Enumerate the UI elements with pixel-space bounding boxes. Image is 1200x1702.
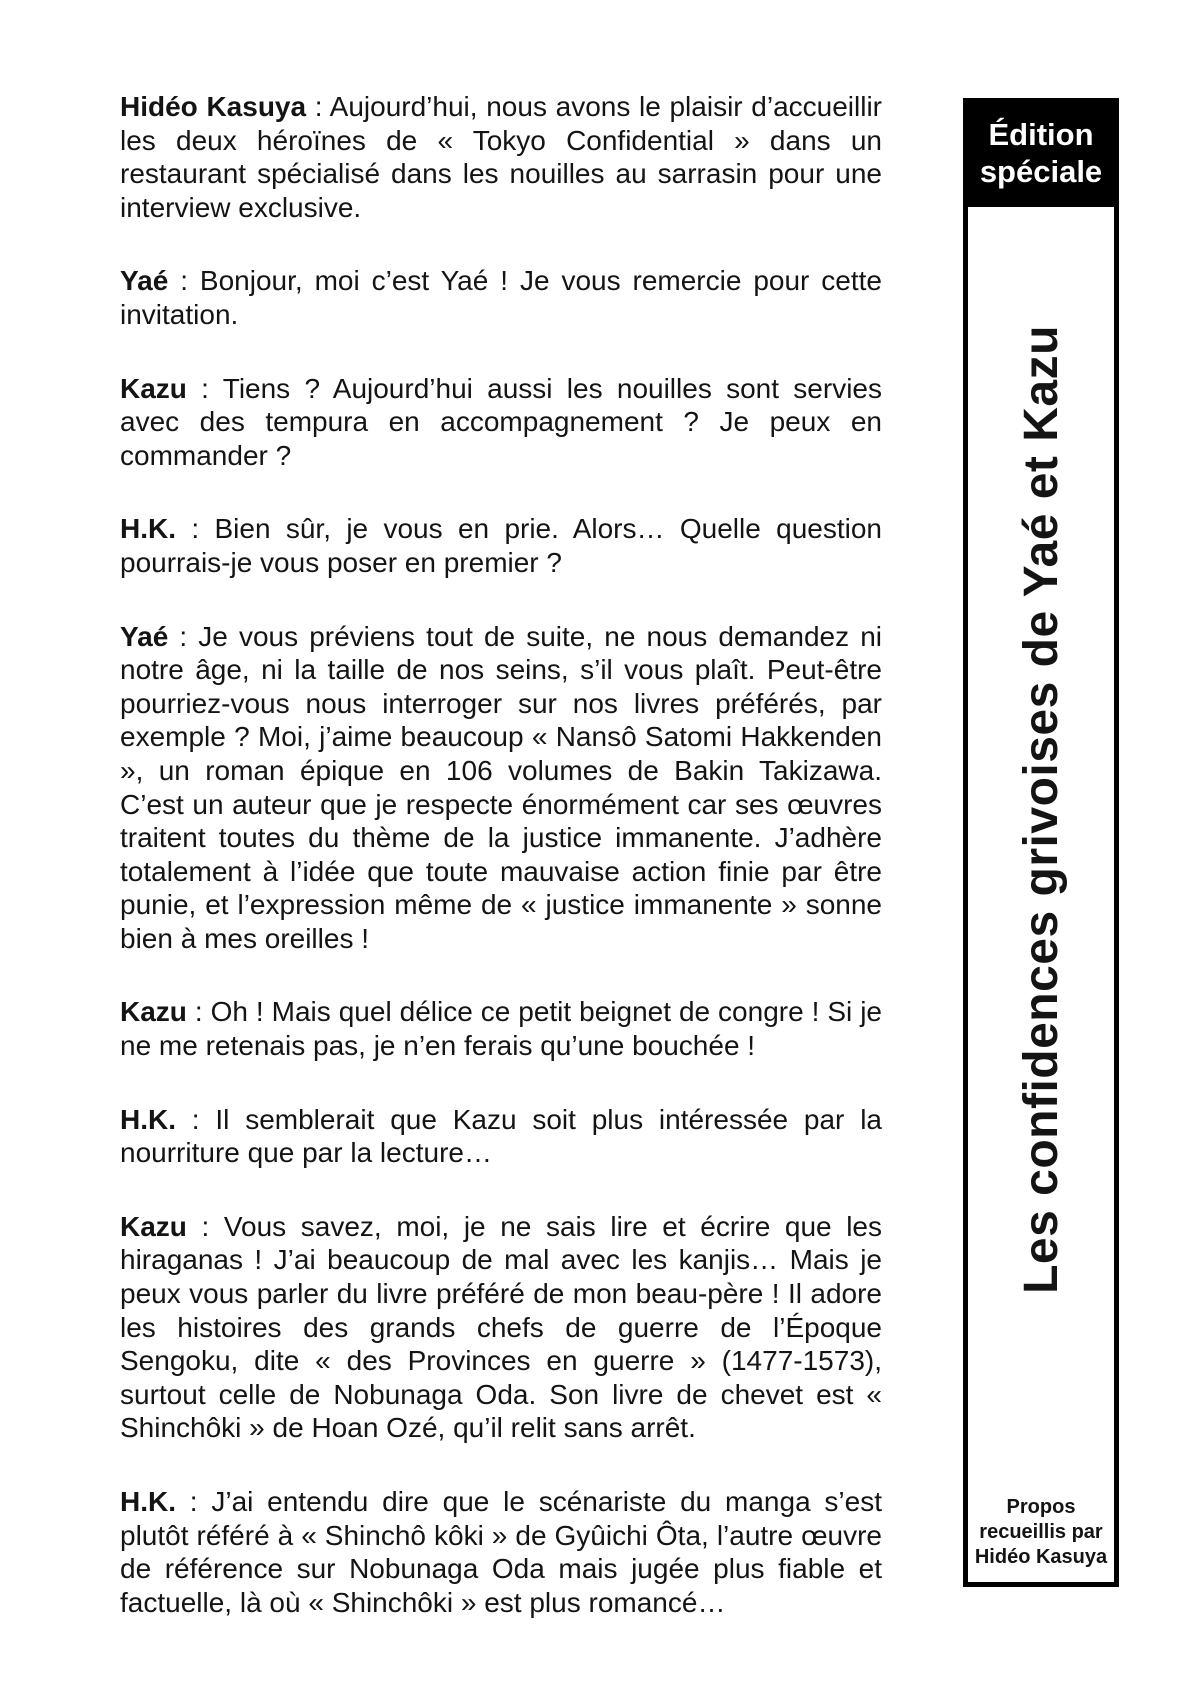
dialogue-paragraph xyxy=(120,264,882,331)
dialogue-paragraph xyxy=(120,1103,882,1170)
dialogue-paragraph xyxy=(120,1485,882,1619)
credit-text: Propos recueillis par Hidéo Kasuya xyxy=(974,1496,1108,1568)
spine-box xyxy=(963,207,1119,1587)
speaker-separator: : xyxy=(176,1486,212,1517)
dialogue-paragraph xyxy=(120,620,882,956)
speaker-separator: : xyxy=(168,265,200,297)
speaker-name: Yaé xyxy=(120,620,169,652)
dialogue-text: J’ai entendu dire que le scénariste du manga s’est plutôt référé à « Shinchô kôki » de Gyûichi Ôta, l’autre œuvre de référence sur Nobunaga Oda mais jugée plus fiable et factuelle, là où « Shinchôki » est plus romancé… xyxy=(120,1486,883,1618)
speaker-name: H.K. xyxy=(120,1103,176,1135)
speaker-separator: : xyxy=(176,513,215,545)
dialogue-text: Vous savez, moi, je ne sais lire et écrire que les hiraganas ! J’ai beaucoup de mal avec les kanjis… Mais je peux vous parler du livre préféré de mon beau-père ! Il adore les histoires des grands chefs de guerre de l’Époque Sengoku, dite « des Provinces en guerre » (1477-1573), surtout celle de Nobunaga Oda. Son livre de chevet est « Shinchôki » de Hoan Ozé, qu’il relit sans arrêt. xyxy=(120,1210,882,1444)
speaker-name: Yaé xyxy=(120,265,169,297)
spine-title: Les confidences grivoises de Yaé et Kazu xyxy=(1014,325,1068,1294)
interview-dialogue xyxy=(120,90,882,1659)
speaker-separator: : xyxy=(306,91,330,122)
sidebar xyxy=(963,98,1119,1587)
speaker-separator: : xyxy=(186,1210,224,1242)
speaker-name: Hidéo Kasuya xyxy=(120,91,307,122)
speaker-name: H.K. xyxy=(120,513,176,545)
spine-title-area xyxy=(968,207,1114,1412)
dialogue-paragraph xyxy=(120,995,882,1062)
speaker-separator: : xyxy=(186,372,223,404)
dialogue-paragraph xyxy=(120,512,882,579)
speaker-name: Kazu xyxy=(120,372,187,404)
dialogue-text: Aujourd’hui, nous avons le plaisir d’accueillir les deux héroïnes de « Tokyo Confidential » dans un restaurant spécialisé dans les nouilles au sarrasin pour une interview exclusive. xyxy=(120,91,882,223)
dialogue-text: Il semblerait que Kazu soit plus intéressée par la nourriture que par la lecture… xyxy=(120,1103,882,1169)
dialogue-text: Tiens ? Aujourd’hui aussi les nouilles sont servies avec des tempura en accompagnement ? Je peux en commander ? xyxy=(120,372,882,471)
speaker-name: Kazu xyxy=(120,996,187,1028)
speaker-separator: : xyxy=(168,620,199,652)
dialogue-text: Oh ! Mais quel délice ce petit beignet de congre ! Si je ne me retenais pas, je n’en ferais qu’une bouchée ! xyxy=(120,996,883,1062)
edition-badge: Édition spéciale xyxy=(963,98,1119,207)
dialogue-paragraph xyxy=(120,90,882,224)
dialogue-paragraph xyxy=(120,1210,882,1445)
speaker-separator: : xyxy=(176,1103,216,1135)
dialogue-text: Bien sûr, je vous en prie. Alors… Quelle question pourrais-je vous poser en premier ? xyxy=(120,513,882,578)
dialogue-paragraph xyxy=(120,372,882,473)
speaker-separator: : xyxy=(186,996,211,1028)
dialogue-text: Je vous préviens tout de suite, ne nous demandez ni notre âge, ni la taille de nos seins, s’il vous plaît. Peut-être pourriez-vous nous interroger sur nos livres préférés, par exemple ? Moi, j’aime beaucoup « Nansô Satomi Hakkenden », un roman épique en 106 volumes de Bakin Takizawa. C’est un auteur que je respecte énormément car ses œuvres traitent toutes du thème de la justice immanente. J’adhère totalement à l’idée que toute mauvaise action finie par être punie, et l’expression même de « justice immanente » sonne bien à mes oreilles ! xyxy=(120,620,882,954)
speaker-name: H.K. xyxy=(120,1486,176,1517)
speaker-name: Kazu xyxy=(120,1210,187,1242)
dialogue-text: Bonjour, moi c’est Yaé ! Je vous remercie pour cette invitation. xyxy=(120,265,882,330)
